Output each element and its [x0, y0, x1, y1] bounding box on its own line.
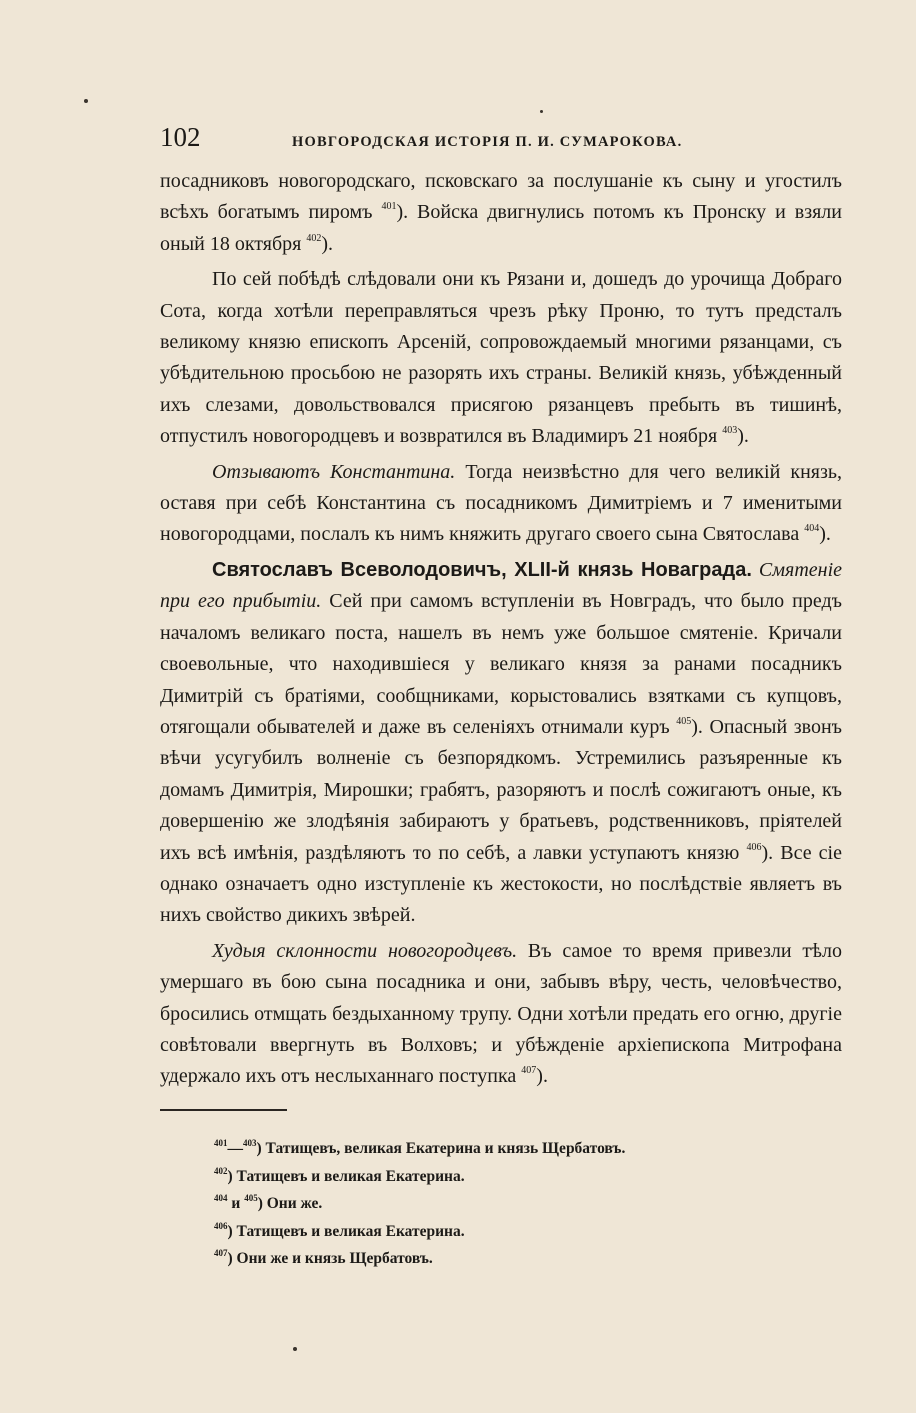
footnote-number: 402 — [214, 1165, 228, 1176]
footnote — [214, 1135, 834, 1163]
text-run: ) Они же и князь Щербатовъ. — [227, 1250, 433, 1267]
text-run: посадниковъ новогородскаго, псковскаго за послушаніе къ сыну и угостилъ всѣхъ богатымъ пиромъ — [160, 170, 842, 224]
text-run: ) Татищевъ и великая Екатерина. — [227, 1167, 465, 1185]
text-run: ) Татищевъ, великая Екатерина и князь Щербатовъ. — [256, 1140, 626, 1157]
ink-speck — [84, 99, 88, 103]
text-run: — — [227, 1140, 243, 1157]
footnote-ref: 404 — [804, 523, 820, 535]
text-run: ) Они же. — [257, 1195, 323, 1212]
chapter-heading: Святославъ Всеволодовичъ, XLII-й князь Новаграда. — [212, 558, 752, 581]
footnote-ref: 402 — [306, 232, 322, 244]
text-run: ). Войска двигнулись потомъ къ Пронску и взяли оный 18 октября — [160, 201, 842, 255]
marginal-heading: Смятеніе при его прибытіи. — [160, 558, 843, 613]
text-run: ). — [737, 425, 749, 448]
footnote-ref: 401 — [381, 201, 397, 213]
paragraph-continued — [160, 166, 842, 260]
footnote-number: 401 — [214, 1138, 228, 1148]
footnote — [214, 1163, 834, 1191]
text-run: ). — [321, 232, 334, 255]
paragraph-konstantin — [160, 457, 842, 551]
running-title: НОВГОРОДСКАЯ ИСТОРІЯ П. И. СУМАРОКОВА. — [292, 134, 683, 150]
text-run: ). — [536, 1065, 548, 1088]
text-run: Въ самое то время привезли тѣло умершаго въ бою сына посадника и они, забывъ вѣру, честь, человѣчество, бросились отмщать бездыханному трупу. Одни хотѣли предать его огню, другіе совѣтовали ввергнуть въ Волховъ; и убѣжденіе архіепископа Митрофана удержало ихъ отъ неслыханнаго поступка — [160, 939, 842, 1088]
page-number: 102 — [160, 122, 201, 152]
footnote-number: 406 — [214, 1220, 228, 1231]
footnotes — [214, 1135, 834, 1273]
footnote-number: 407 — [214, 1248, 228, 1258]
marginal-heading: Отзываютъ Константина. — [212, 460, 456, 483]
footnote-ref: 405 — [676, 715, 692, 727]
text-run: Сей при самомъ вступленіи въ Новградъ, что было предъ началомъ великаго поста, нашелъ въ немъ уже большое смятеніе. Кричали своевольные, что находившіеся у великаго князя за ранами посадникъ Димитрій съ братіями, сообщниками, корыстовались взятками съ купцовъ, отягощали обывателей и даже въ селеніяхъ отнимали куръ — [160, 590, 842, 738]
text-run: ) Татищевъ и великая Екатерина. — [227, 1222, 465, 1240]
footnote — [214, 1245, 834, 1273]
ink-speck — [293, 1347, 297, 1351]
text-run: Тогда неизвѣстно для чего великій князь, оставя при себѣ Константина съ посадникомъ Димитріемъ и 7 именитыми новогородцами, послалъ къ нимъ княжить другаго своего сына Святослава — [160, 460, 842, 546]
footnote-ref: 403 — [722, 425, 738, 437]
footnote — [214, 1218, 834, 1246]
main-text — [160, 166, 842, 1093]
text-run: ). Опасный звонъ вѣчи усугубилъ волненіе съ безпорядкомъ. Устремились разъяренные къ домамъ Димитрія, Мирошки; грабятъ, разоряютъ и послѣ сожигаютъ оные, къ довершенію же злодѣянія забираютъ у братьевъ, родственниковъ, пріятелей ихъ всѣ имѣнія, раздѣляютъ то по себѣ, а лавки уступаютъ князю — [160, 715, 842, 864]
paragraph-svyatoslav — [160, 555, 842, 932]
ink-speck — [540, 110, 543, 113]
text-run: По сей побѣдѣ слѣдовали они къ Рязани и, дошедъ до урочища Добраго Сота, когда хотѣли переправляться чрезъ рѣку Проню, то тутъ предсталъ великому князю епископъ Арсеній, сопровождаемый многими рязанцами, съ убѣдительною просьбою не разорять ихъ страны. Великій князь, убѣжденный ихъ слезами, довольствовался присягою рязанцевъ пребыть въ тишинѣ, отпустилъ новогородцевъ и возвратился въ Владимиръ 21 ноября — [160, 268, 842, 448]
marginal-heading: Худыя склонности новогородцевъ. — [212, 939, 518, 962]
text-run: и — [227, 1195, 245, 1212]
footnote — [214, 1190, 834, 1218]
page-header — [160, 122, 840, 154]
paragraph-novgorodians — [160, 936, 842, 1093]
text-run: ). Все сіе однако означаетъ одно изступленіе къ жестокости, но послѣдствіе являетъ въ нихъ свойство дикихъ звѣрей. — [160, 841, 842, 927]
footnote-number: 404 — [214, 1193, 228, 1203]
text-run: ). — [819, 523, 831, 546]
footnote-number: 405 — [244, 1193, 258, 1203]
footnote-ref: 407 — [521, 1065, 537, 1077]
footnote-number: 403 — [243, 1138, 257, 1148]
footnote-ref: 406 — [746, 841, 762, 853]
paragraph-ryazan — [160, 264, 842, 452]
footnote-rule — [160, 1109, 287, 1111]
